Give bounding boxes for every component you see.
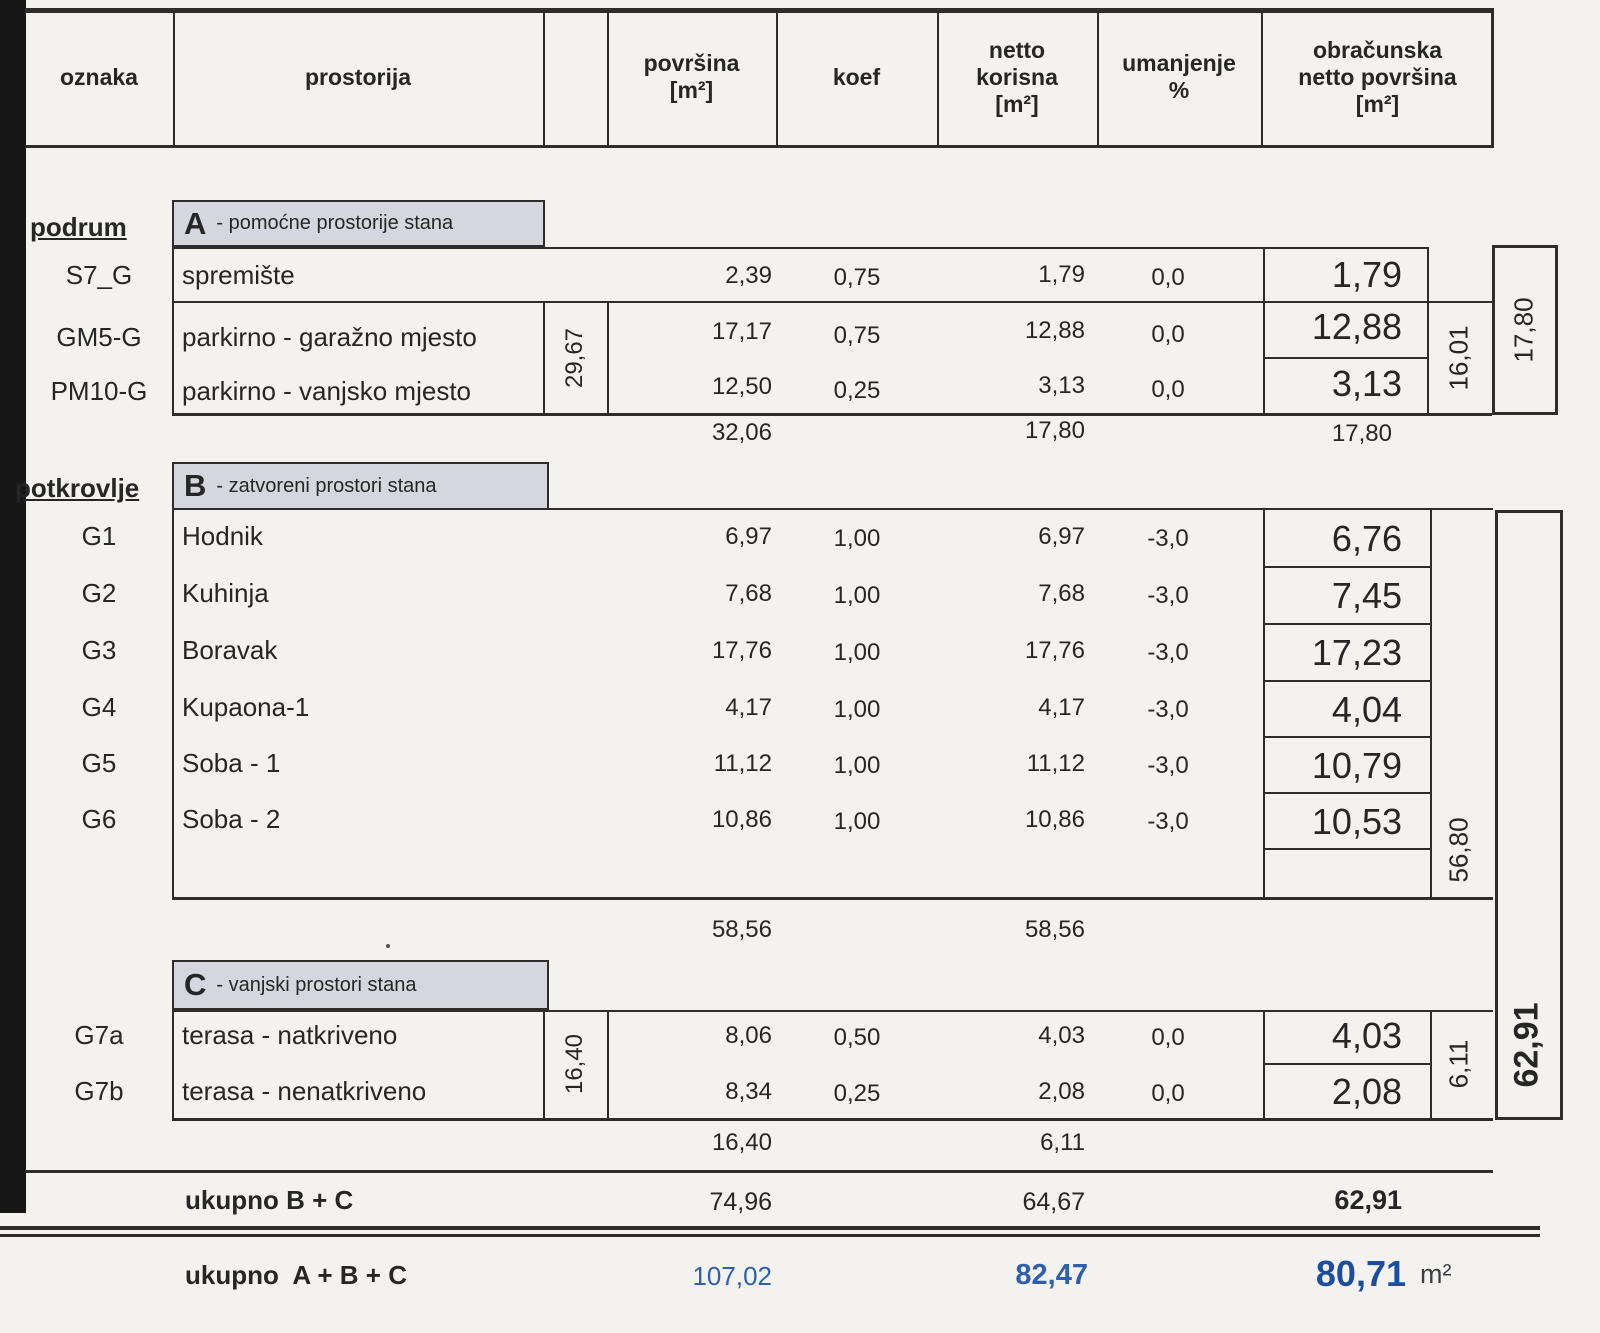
section-c-title: - vanjski prostori stana xyxy=(216,973,417,996)
cell-povrsina: 10,86 xyxy=(711,806,772,833)
table-line xyxy=(1263,357,1428,359)
cell-povrsina: 11,12 xyxy=(713,750,772,777)
cell-povrsina: 7,68 xyxy=(725,580,772,607)
cell-obracunska: 4,04 xyxy=(1331,689,1402,730)
table-line xyxy=(1263,736,1430,738)
row-name: Kuhinja xyxy=(182,578,269,608)
rotated-section-b-sum: 56,80 xyxy=(1443,817,1474,883)
total-abc-povrsina: 107,02 xyxy=(692,1261,772,1291)
column-header-prostorija: prostorija xyxy=(304,64,412,90)
cell-koef: 0,25 xyxy=(833,1080,881,1107)
floor-label-podrum: podrum xyxy=(30,212,127,242)
cell-koef: 0,25 xyxy=(833,377,881,404)
column-header-umanjenje: umanjenje % xyxy=(1122,50,1236,103)
cell-obracunska: 6,76 xyxy=(1331,518,1402,559)
cell-netto: 17,76 xyxy=(1024,637,1085,664)
total-bc-netto: 64,67 xyxy=(1022,1188,1085,1216)
total-abc-label: ukupno A + B + C xyxy=(185,1260,407,1290)
row-code: GM5-G xyxy=(56,322,142,352)
section-c-letter: C xyxy=(184,967,207,1002)
subtotal-a-netto: 17,80 xyxy=(1024,417,1085,444)
row-code: G2 xyxy=(81,578,117,608)
section-a-letter: A xyxy=(184,205,207,241)
row-name: Boravak xyxy=(182,635,278,665)
table-line xyxy=(172,413,1492,416)
row-name: Soba - 2 xyxy=(182,804,281,834)
cell-netto: 4,03 xyxy=(1038,1022,1085,1049)
section-a-title: - pomoćne prostorije stana xyxy=(216,212,454,234)
rotated-terrace-obracunska-sum: 6,11 xyxy=(1443,1039,1474,1089)
cell-umanjenje: -3,0 xyxy=(1147,582,1189,609)
table-line xyxy=(1427,247,1429,415)
table-line xyxy=(1263,1063,1430,1065)
cell-umanjenje: -3,0 xyxy=(1147,696,1189,723)
floor-label-potkrovlje: potkrovlje xyxy=(15,473,140,503)
subtotal-b-povrsina: 58,56 xyxy=(711,916,772,943)
cell-netto: 4,17 xyxy=(1038,694,1085,721)
subtotal-a-povrsina: 32,06 xyxy=(711,419,772,446)
row-code: G3 xyxy=(81,635,117,665)
cell-obracunska: 3,13 xyxy=(1331,363,1402,404)
column-header-netto-korisna: netto korisna [m²] xyxy=(976,37,1058,117)
row-code: PM10-G xyxy=(50,376,148,406)
cell-umanjenje: -3,0 xyxy=(1147,752,1189,779)
cell-umanjenje: -3,0 xyxy=(1147,525,1189,552)
column-header-koef: koef xyxy=(832,64,881,90)
cell-obracunska: 7,45 xyxy=(1331,575,1402,616)
cell-koef: 0,75 xyxy=(833,322,881,349)
cell-povrsina: 8,34 xyxy=(725,1078,772,1105)
row-code: G1 xyxy=(81,521,117,551)
rotated-terrace-group-sum: 16,40 xyxy=(561,1033,588,1095)
cell-umanjenje: -3,0 xyxy=(1147,808,1189,835)
section-b-header xyxy=(172,462,549,510)
cell-povrsina: 4,17 xyxy=(725,694,772,721)
table-line xyxy=(1263,792,1430,794)
cell-umanjenje: -3,0 xyxy=(1147,639,1189,666)
cell-povrsina: 17,76 xyxy=(711,637,772,664)
cell-umanjenje: 0,0 xyxy=(1151,264,1185,291)
header-divider xyxy=(543,8,545,148)
cell-koef: 1,00 xyxy=(833,696,881,723)
table-line xyxy=(1430,508,1432,899)
cell-netto: 10,86 xyxy=(1024,806,1085,833)
cell-povrsina: 8,06 xyxy=(725,1022,772,1049)
subtotal-a-obracunska: 17,80 xyxy=(1331,420,1392,447)
cell-umanjenje: 0,0 xyxy=(1151,1024,1185,1051)
rotated-bc-total: 62,91 xyxy=(1507,1002,1546,1088)
cell-obracunska: 2,08 xyxy=(1331,1071,1402,1112)
subtotal-c-netto: 6,11 xyxy=(1040,1129,1085,1156)
row-name: spremište xyxy=(182,260,295,290)
cell-netto: 11,12 xyxy=(1026,750,1085,777)
table-line xyxy=(172,1118,1493,1121)
total-abc-unit: m² xyxy=(1420,1259,1452,1289)
row-name: Soba - 1 xyxy=(182,748,281,778)
row-code: G7b xyxy=(74,1076,124,1106)
table-line xyxy=(172,508,1493,510)
row-code: G4 xyxy=(81,692,117,722)
table-line xyxy=(607,301,609,415)
row-code: S7_G xyxy=(65,260,133,290)
totals-separator-line xyxy=(25,1170,1493,1173)
section-b-letter: B xyxy=(184,468,207,503)
cell-netto: 12,88 xyxy=(1024,317,1085,344)
table-line xyxy=(172,247,1428,249)
total-abc-obracunska: 80,71 xyxy=(1315,1253,1406,1294)
cell-koef: 1,00 xyxy=(833,752,881,779)
table-line xyxy=(543,301,545,415)
section-b-title: - zatvoreni prostori stana xyxy=(216,474,437,497)
table-line xyxy=(172,301,1492,303)
double-rule-bottom xyxy=(0,1234,1540,1237)
row-code: G6 xyxy=(81,804,117,834)
total-abc-netto: 82,47 xyxy=(1015,1259,1088,1291)
header-top-border xyxy=(25,8,1494,13)
cell-obracunska: 1,79 xyxy=(1331,254,1402,295)
cell-obracunska: 17,23 xyxy=(1311,632,1402,673)
table-line xyxy=(1263,680,1430,682)
scan-edge-strip xyxy=(0,0,26,1213)
cell-obracunska: 10,53 xyxy=(1311,801,1402,842)
cell-koef: 1,00 xyxy=(833,808,881,835)
column-header-povrsina: površina [m²] xyxy=(643,50,740,103)
scan-speck xyxy=(386,944,390,948)
subtotal-c-povrsina: 16,40 xyxy=(711,1129,772,1156)
cell-umanjenje: 0,0 xyxy=(1151,1080,1185,1107)
cell-koef: 0,75 xyxy=(833,264,881,291)
cell-obracunska: 12,88 xyxy=(1311,306,1402,347)
row-name: terasa - nenatkriveno xyxy=(182,1076,427,1106)
double-rule-top xyxy=(0,1226,1540,1230)
cell-povrsina: 2,39 xyxy=(725,262,772,289)
section-c-header xyxy=(172,960,549,1010)
cell-netto: 1,79 xyxy=(1038,261,1085,288)
row-name: Hodnik xyxy=(182,521,263,551)
table-line xyxy=(1430,1010,1432,1120)
row-name: terasa - natkriveno xyxy=(182,1020,398,1050)
cell-netto: 6,97 xyxy=(1038,523,1085,550)
table-line xyxy=(1263,623,1430,625)
table-line xyxy=(172,1010,1493,1012)
table-line xyxy=(1263,566,1430,568)
row-name: parkirno - garažno mjesto xyxy=(182,322,477,352)
table-line xyxy=(543,1010,545,1120)
rotated-parking-group-sum: 29,67 xyxy=(561,327,588,389)
cell-povrsina: 6,97 xyxy=(725,523,772,550)
table-line xyxy=(607,1010,609,1120)
cell-koef: 1,00 xyxy=(833,639,881,666)
rotated-section-a-total: 17,80 xyxy=(1508,297,1539,363)
cell-netto: 2,08 xyxy=(1038,1078,1085,1105)
total-bc-obracunska: 62,91 xyxy=(1334,1185,1402,1215)
subtotal-b-netto: 58,56 xyxy=(1024,916,1085,943)
cell-umanjenje: 0,0 xyxy=(1151,321,1185,348)
cell-obracunska: 10,79 xyxy=(1311,745,1402,786)
column-header-oznaka: oznaka xyxy=(60,64,138,90)
total-bc-povrsina: 74,96 xyxy=(709,1188,772,1216)
total-bc-label: ukupno B + C xyxy=(185,1185,354,1215)
cell-povrsina: 12,50 xyxy=(711,373,772,400)
row-code: G5 xyxy=(81,748,117,778)
cell-koef: 1,00 xyxy=(833,582,881,609)
cell-netto: 3,13 xyxy=(1038,372,1085,399)
row-name: parkirno - vanjsko mjesto xyxy=(182,376,471,406)
cell-umanjenje: 0,0 xyxy=(1151,376,1185,403)
table-line xyxy=(172,897,1493,900)
cell-netto: 7,68 xyxy=(1038,580,1085,607)
table-line xyxy=(1263,848,1430,850)
cell-obracunska: 4,03 xyxy=(1331,1015,1402,1056)
cell-povrsina: 17,17 xyxy=(711,318,772,345)
row-name: Kupaona-1 xyxy=(182,692,310,722)
column-header-obracunska: obračunska netto površina [m²] xyxy=(1298,37,1457,117)
row-code: G7a xyxy=(74,1020,124,1050)
section-a-header xyxy=(172,200,545,247)
cell-koef: 1,00 xyxy=(833,525,881,552)
header-bottom-border xyxy=(25,145,1494,148)
cell-koef: 0,50 xyxy=(833,1024,881,1051)
rotated-parking-obracunska-sum: 16,01 xyxy=(1443,325,1474,391)
